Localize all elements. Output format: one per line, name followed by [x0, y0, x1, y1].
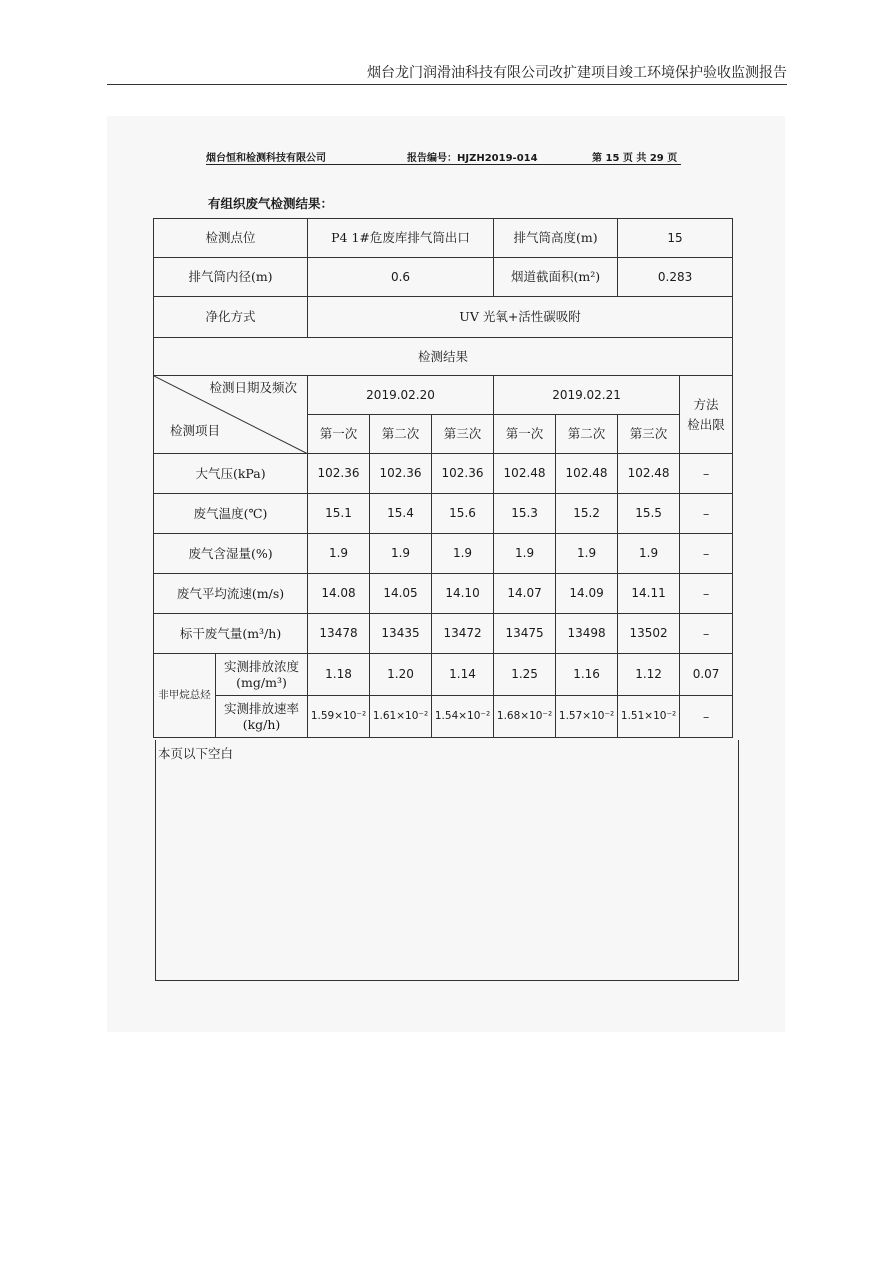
- cell: 15.5: [618, 494, 680, 534]
- cell: 1.9: [432, 534, 494, 574]
- purify-label: 净化方式: [154, 297, 308, 338]
- row-label: 废气温度(℃): [154, 494, 308, 534]
- date-2: 2019.02.21: [494, 376, 680, 415]
- cell: 1.57×10⁻²: [556, 696, 618, 738]
- row-label: 标干废气量(m³/h): [154, 614, 308, 654]
- diagonal-header-cell: [154, 376, 308, 454]
- cell: 14.11: [618, 574, 680, 614]
- cell: 1.14: [432, 654, 494, 696]
- cell: 1.20: [370, 654, 432, 696]
- cell: 15.3: [494, 494, 556, 534]
- conc-label: 实测排放浓度 (mg/m³): [216, 654, 308, 696]
- page-header: 烟台龙门润滑油科技有限公司改扩建项目竣工环境保护验收监测报告: [107, 62, 787, 85]
- area-value: 0.283: [618, 258, 733, 297]
- nmhc-concentration-row: [154, 654, 733, 696]
- point-label: 检测点位: [154, 219, 308, 258]
- cell: 13475: [494, 614, 556, 654]
- cell: 14.05: [370, 574, 432, 614]
- cell: 1.16: [556, 654, 618, 696]
- row-label: 大气压(kPa): [154, 454, 308, 494]
- results-title-row: [154, 338, 733, 376]
- table-row: [154, 574, 733, 614]
- cell: 1.25: [494, 654, 556, 696]
- height-label: 排气筒高度(m): [494, 219, 618, 258]
- cell: 15.1: [308, 494, 370, 534]
- cell: 1.51×10⁻²: [618, 696, 680, 738]
- cell: 14.09: [556, 574, 618, 614]
- info-row-diameter: [154, 258, 733, 297]
- table-row: [154, 534, 733, 574]
- limit-cell: –: [680, 494, 733, 534]
- date-1: 2019.02.20: [308, 376, 494, 415]
- cell: 102.48: [618, 454, 680, 494]
- cell: 15.2: [556, 494, 618, 534]
- cell: 1.9: [370, 534, 432, 574]
- cell: 1.9: [308, 534, 370, 574]
- limit-cell: –: [680, 454, 733, 494]
- time-header: 第三次: [432, 415, 494, 454]
- cell: 13478: [308, 614, 370, 654]
- area-label: 烟道截面积(m²): [494, 258, 618, 297]
- date-header-row: [154, 376, 733, 415]
- blank-area: [155, 740, 739, 981]
- cell: 14.10: [432, 574, 494, 614]
- rate-label: 实测排放速率 (kg/h): [216, 696, 308, 738]
- report-number: 报告编号：HJZH2019-014: [407, 153, 538, 164]
- cell: 102.36: [370, 454, 432, 494]
- time-header: 第二次: [370, 415, 432, 454]
- time-header: 第一次: [308, 415, 370, 454]
- section-title: 有组织废气检测结果：: [208, 196, 334, 211]
- purify-value: UV 光氧+活性碳吸附: [308, 297, 733, 338]
- cell: 1.54×10⁻²: [432, 696, 494, 738]
- cell: 1.61×10⁻²: [370, 696, 432, 738]
- row-label: 废气含湿量(%): [154, 534, 308, 574]
- diameter-label: 排气筒内径(m): [154, 258, 308, 297]
- cell: 1.18: [308, 654, 370, 696]
- report-header: [206, 148, 681, 165]
- point-value: P4 1#危废库排气筒出口: [308, 219, 494, 258]
- nmhc-label: 非甲烷总烃: [154, 654, 216, 738]
- cell: 1.68×10⁻²: [494, 696, 556, 738]
- cell: 102.48: [556, 454, 618, 494]
- cell: 1.9: [494, 534, 556, 574]
- cell: 14.07: [494, 574, 556, 614]
- detection-limit-header: 方法 检出限: [680, 376, 733, 454]
- cell: 102.36: [308, 454, 370, 494]
- time-header: 第三次: [618, 415, 680, 454]
- limit-cell: –: [680, 574, 733, 614]
- cell: 15.4: [370, 494, 432, 534]
- table-row: [154, 454, 733, 494]
- cell: 102.36: [432, 454, 494, 494]
- page-number: 第 15 页 共 29 页: [592, 153, 678, 164]
- limit-cell: –: [680, 614, 733, 654]
- nmhc-rate-row: [154, 696, 733, 738]
- cell: 15.6: [432, 494, 494, 534]
- item-label: 检测项目: [170, 423, 221, 439]
- cell: 13472: [432, 614, 494, 654]
- limit-cell: –: [680, 696, 733, 738]
- limit-cell: –: [680, 534, 733, 574]
- cell: 14.08: [308, 574, 370, 614]
- cell: 13502: [618, 614, 680, 654]
- results-title: 检测结果: [154, 338, 733, 376]
- info-row-point: [154, 219, 733, 258]
- time-header: 第二次: [556, 415, 618, 454]
- cell: 1.9: [618, 534, 680, 574]
- cell: 1.59×10⁻²: [308, 696, 370, 738]
- time-header: 第一次: [494, 415, 556, 454]
- date-freq-label: 检测日期及频次: [209, 380, 298, 395]
- height-value: 15: [618, 219, 733, 258]
- cell: 13498: [556, 614, 618, 654]
- row-label: 废气平均流速(m/s): [154, 574, 308, 614]
- scanned-report-page: [107, 116, 785, 1032]
- cell: 1.12: [618, 654, 680, 696]
- company-name: 烟台恒和检测科技有限公司: [206, 153, 326, 164]
- table-row: [154, 494, 733, 534]
- table-row: [154, 614, 733, 654]
- limit-cell: 0.07: [680, 654, 733, 696]
- cell: 102.48: [494, 454, 556, 494]
- info-row-purify: [154, 297, 733, 338]
- blank-note: 本页以下空白: [158, 746, 234, 761]
- diameter-value: 0.6: [308, 258, 494, 297]
- cell: 13435: [370, 614, 432, 654]
- cell: 1.9: [556, 534, 618, 574]
- exhaust-gas-results-table: [153, 218, 733, 738]
